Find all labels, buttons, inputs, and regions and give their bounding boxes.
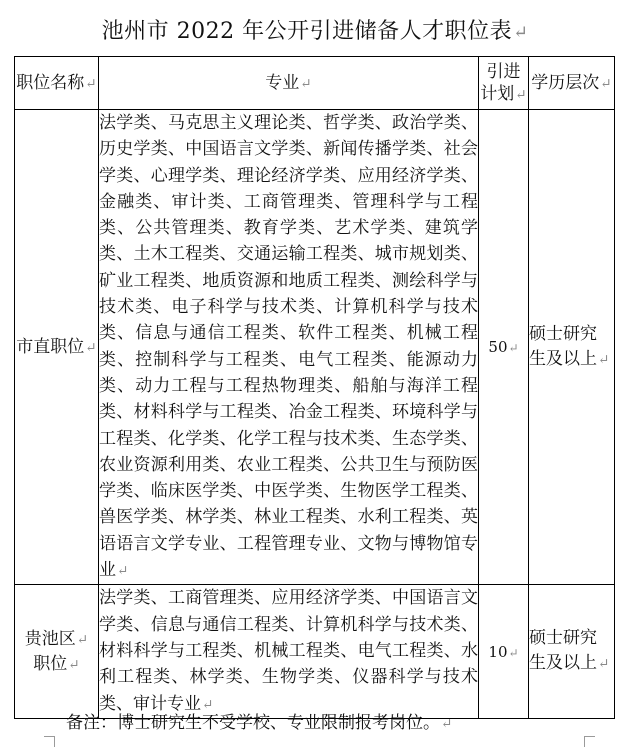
paragraph-mark-icon: ↵ [85,339,97,356]
paragraph-mark-icon: ↵ [85,75,97,92]
recruit-count-cell: 50↵ [479,110,529,585]
position-name-cell: 贵池区↵ 职位↵ [15,585,99,718]
paragraph-mark-icon: ↵ [598,656,610,673]
paragraph-mark-icon: ↵ [600,75,612,92]
table-row [15,585,615,718]
paragraph-mark-icon: ↵ [513,23,529,43]
header-recruit-plan: 引进 计划↵ [479,57,529,110]
position-name-cell: 市直职位↵ [15,110,99,585]
header-education: 学历层次↵ [529,57,615,110]
document-title [0,14,630,45]
majors-cell: 法学类、马克思主义理论类、哲学类、政治学类、历史学类、中国语言文学类、新闻传播学类、社会学类、心理学类、理论经济学类、应用经济学类、金融类、审计类、工商管理类、管理科学与工程类、公共管理类、教育学类、艺术学类、建筑学类、土木工程类、交通运输工程类、城市规划类、矿业工程类、地质资源和地质工程类、测绘科学与技术类、电子科学与技术类、计算机科学与技术类、信息与通信工程类、软件工程类、机械工程类、控制科学与工程类、电气工程类、能源动力类、动力工程与工程热物理类、船舶与海洋工程类、材料科学与工程类、冶金工程类、环境科学与工程类、化学类、化学工程与技术类、生态学类、农业资源利用类、农业工程类、公共卫生与预防医学类、临床医学类、中医学类、生物医学工程类、兽医学类、林学类、林业工程类、水利工程类、英语语言文学专业、工程管理专业、文物与博物馆专业↵ [99,110,479,585]
education-cell: 硕士研究 生及以上↵ [529,585,615,718]
paragraph-mark-icon: ↵ [68,656,80,673]
header-major: 专业↵ [99,57,479,110]
paragraph-mark-icon: ↵ [117,563,129,580]
paragraph-mark-icon: ↵ [441,716,453,732]
paragraph-mark-icon: ↵ [515,86,527,103]
header-position-name: 职位名称↵ [15,57,99,110]
footnote-text: 备注：博士研究生不受学校、专业限制报考岗位。 [66,713,440,733]
document-title-text: 池州市 2022 年公开引进储备人才职位表 [101,19,513,44]
page-corner-mark-right [584,736,595,747]
page-corner-mark-left [44,736,55,747]
paragraph-mark-icon: ↵ [300,75,312,92]
paragraph-mark-icon: ↵ [598,351,610,368]
table-header-row [15,57,615,110]
footnote [66,708,452,733]
majors-cell: 法学类、工商管理类、应用经济学类、中国语言文学类、信息与通信工程类、计算机科学与技术类、材料科学与工程类、机械工程类、电气工程类、水利工程类、林学类、生物学类、仪器科学与技术类、审计专业↵ [99,585,479,718]
paragraph-mark-icon: ↵ [202,696,214,713]
paragraph-mark-icon: ↵ [508,645,519,660]
education-cell: 硕士研究 生及以上↵ [529,110,615,585]
paragraph-mark-icon: ↵ [76,631,89,648]
paragraph-mark-icon: ↵ [508,341,519,356]
recruit-count-cell: 10↵ [479,585,529,718]
positions-table [14,56,615,719]
table-row [15,110,615,585]
